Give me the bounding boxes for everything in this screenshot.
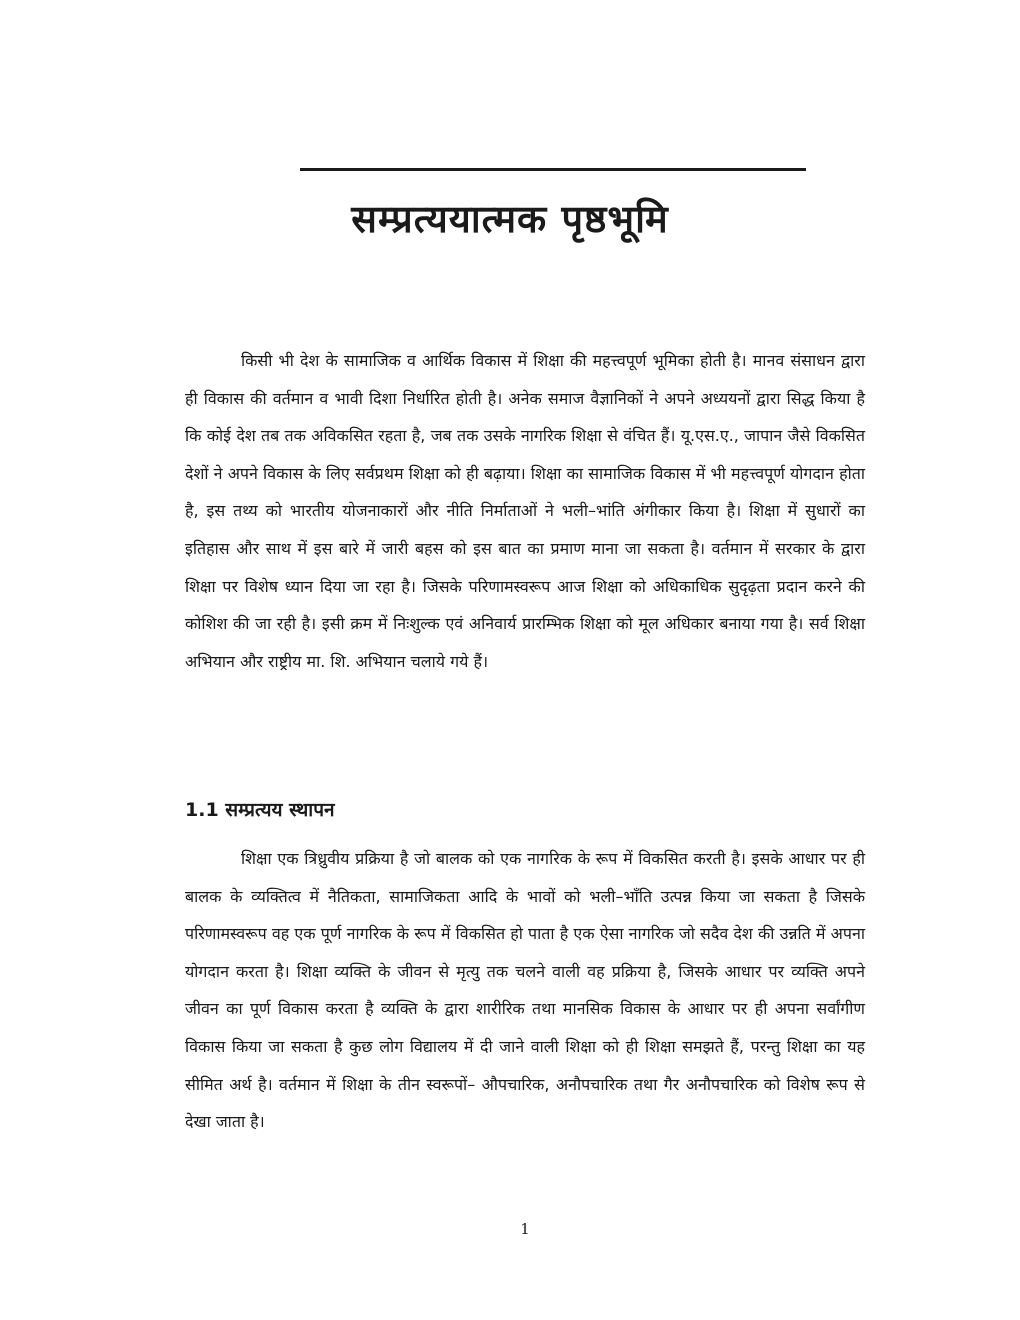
title-rule	[300, 168, 806, 171]
intro-paragraph: किसी भी देश के सामाजिक व आर्थिक विकास में शिक्षा की महत्त्वपूर्ण भूमिका होती है। मानव संसाधन द्वारा ही विकास की वर्तमान व भावी दिशा निर्धारित होती है। अनेक समाज वैज्ञानिकों ने अपने अध्ययनों द्वारा सिद्ध किया है कि कोई देश तब तक अविकसित रहता है, जब तक उसके नागरिक शिक्षा से वंचित हैं। यू.एस.ए., जापान जैसे विकसित देशों ने अपने विकास के लिए सर्वप्रथम शिक्षा को ही बढ़ाया। शिक्षा का सामाजिक विकास में भी महत्त्वपूर्ण योगदान होता है, इस तथ्य को भारतीय योजनाकारों और नीति निर्माताओं ने भली–भांति अंगीकार किया है। शिक्षा में सुधारों का इतिहास और साथ में इस बारे में जारी बहस को इस बात का प्रमाण माना जा सकता है। वर्तमान में सरकार के द्वारा शिक्षा पर विशेष ध्यान दिया जा रहा है। जिसके परिणामस्वरूप आज शिक्षा को अधिकाधिक सुदृढ़ता प्रदान करने की कोशिश की जा रही है। इसी क्रम में निःशुल्क एवं अनिवार्य प्रारम्भिक शिक्षा को मूल अधिकार बनाया गया है। सर्व शिक्षा अभियान और राष्ट्रीय मा. शि. अभियान चलाये गये हैं।	[185, 351, 865, 671]
chapter-title: सम्प्रत्ययात्मक पृष्ठभूमि	[351, 197, 669, 241]
section-heading: 1.1 सम्प्रत्यय स्थापन	[185, 799, 335, 821]
page-number: 1	[520, 1220, 530, 1238]
section-paragraph: शिक्षा एक त्रिध्रुवीय प्रक्रिया है जो बालक को एक नागरिक के रूप में विकसित करती है। इसके आधार पर ही बालक के व्यक्तित्व में नैतिकता, सामाजिकता आदि के भावों को भली–भाँति उत्पन्न किया जा सकता है जिसके परिणामस्वरूप वह एक पूर्ण नागरिक के रूप में विकसित हो पाता है एक ऐसा नागरिक जो सदैव देश की उन्नति में अपना योगदान करता है। शिक्षा व्यक्ति के जीवन से मृत्यु तक चलने वाली वह प्रक्रिया है, जिसके आधार पर व्यक्ति अपने जीवन का पूर्ण विकास करता है व्यक्ति के द्वारा शारीरिक तथा मानसिक विकास के आधार पर ही अपना सर्वांगीण विकास किया जा सकता है कुछ लोग विद्यालय में दी जाने वाली शिक्षा को ही शिक्षा समझते हैं, परन्तु शिक्षा का यह सीमित अर्थ है। वर्तमान में शिक्षा के तीन स्वरूपों– औपचारिक, अनौपचारिक तथा गैर अनौपचारिक को विशेष रूप से देखा जाता है।	[185, 849, 865, 1132]
